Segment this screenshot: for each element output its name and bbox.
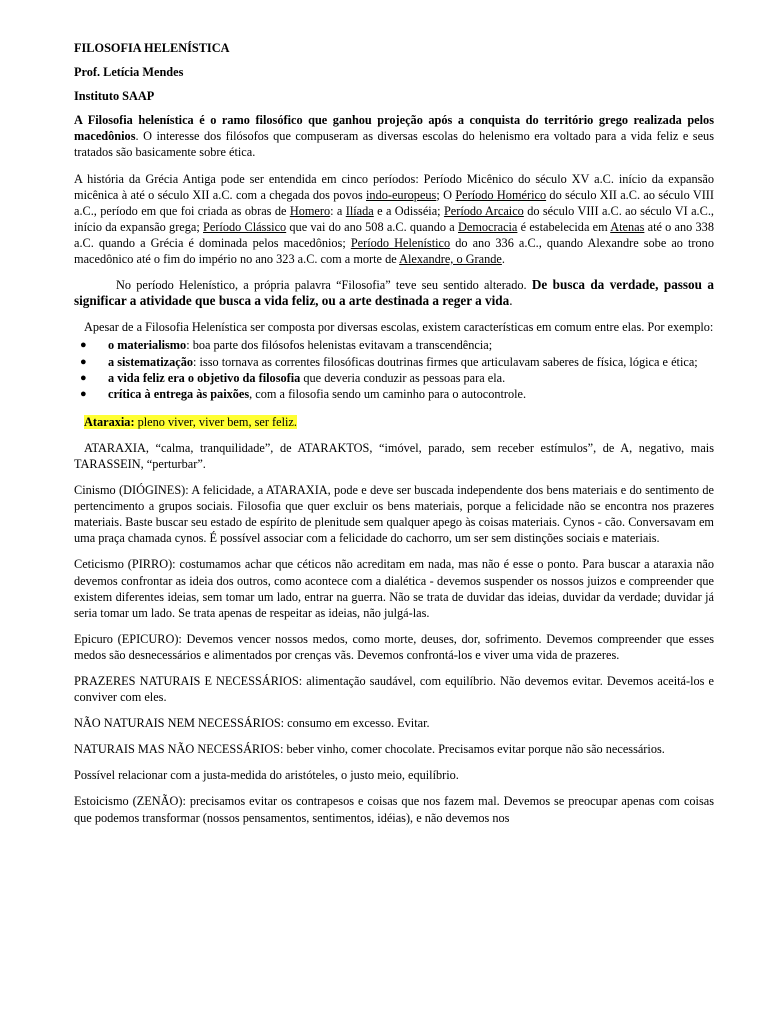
paragraph-text: . — [509, 293, 513, 309]
link-periodo-classico[interactable]: Período Clássico — [203, 219, 287, 234]
bullet-icon: ● — [80, 339, 87, 352]
list-item-text: que deveria conduzir as pessoas para ela. — [300, 370, 506, 385]
characteristics-list — [74, 337, 714, 401]
justa-medida-paragraph: Possível relacionar com a justa-medida do aristóteles, o justo meio, equilíbrio. — [74, 768, 459, 783]
link-periodo-homerico[interactable]: Período Homérico — [455, 187, 547, 202]
history-text: do século XII a.C. ao século VIII a.C., período em que foi criada as obras de — [74, 187, 714, 218]
intro-bold: A Filosofia helenística é o ramo filosófico que ganhou projeção após a conquista do território grego realizada pelos macedônios — [74, 113, 714, 144]
history-text: A história da Grécia Antiga pode ser entendida em cinco períodos: Período Micênico do século XV a.C. início da expansão micênica à até o século XII a.C. com a chegada dos povos — [74, 171, 714, 202]
history-text: . — [501, 252, 505, 267]
list-item-bold: a vida feliz era o objetivo da filosofia — [108, 370, 301, 385]
naturais-nao-necessarios-paragraph: NATURAIS MAS NÃO NECESSÁRIOS: beber vinho, comer chocolate. Precisamos evitar porque não são necessários. — [74, 742, 665, 757]
history-text: : a — [330, 203, 346, 218]
list-item — [74, 386, 714, 402]
bullet-icon: ● — [80, 371, 87, 384]
link-homero[interactable]: Homero — [289, 203, 331, 218]
document-page — [74, 40, 714, 836]
ataraxia-label: Ataraxia: — [84, 414, 135, 429]
institute-name: Instituto SAAP — [74, 89, 155, 104]
list-item-bold: crítica à entrega às paixões — [108, 386, 250, 401]
link-democracia[interactable]: Democracia — [458, 219, 518, 234]
history-text: ; O — [436, 187, 456, 202]
intro-paragraph — [74, 112, 714, 160]
list-item-text: , com a filosofia sendo um caminho para o autocontrole. — [249, 386, 527, 401]
history-text: é estabelecida em — [517, 219, 611, 234]
list-item-text: : isso tornava as correntes filosóficas doutrinas firmes que articulavam saberes de física, lógica e ética; — [193, 354, 698, 369]
ataraxia-definition: pleno viver, viver bem, ser feliz. — [134, 414, 297, 429]
estoicismo-paragraph: Estoicismo (ZENÃO): precisamos evitar os contrapesos e coisas que nos fazem mal. Devemos se preocupar apenas com coisas que podemos transformar (nossos pensamentos, sentimentos, idéias), e não devemos nos — [74, 794, 714, 825]
history-paragraph — [74, 171, 714, 268]
list-item — [74, 337, 714, 353]
paragraph-bold: De busca da verdade, passou a significar a atividade que busca a vida feliz, ou a arte destinada a reger a vida — [74, 277, 715, 309]
bullet-icon: ● — [80, 355, 87, 368]
document-title: FILOSOFIA HELENÍSTICA — [74, 41, 230, 55]
highlighted-text — [84, 415, 297, 429]
list-item — [74, 370, 714, 386]
characteristics-intro: Apesar de a Filosofia Helenística ser composta por diversas escolas, existem características em comum entre elas. Por exemplo: — [84, 320, 714, 335]
link-alexandre-o-grande[interactable]: Alexandre, o Grande — [399, 252, 502, 267]
list-item-bold: o materialismo — [108, 338, 187, 353]
history-text: até o ano 338 a.C. quando a Grécia é dominada pelos macedônios; — [74, 219, 714, 250]
link-iliada[interactable]: Ilíada — [345, 203, 374, 218]
bullet-icon: ● — [80, 387, 87, 400]
list-item — [74, 354, 714, 370]
history-text: que vai do ano 508 a.C. quando a — [286, 219, 458, 234]
ataraxia-heading — [74, 414, 714, 430]
nao-naturais-paragraph: NÃO NATURAIS NEM NECESSÁRIOS: consumo em excesso. Evitar. — [74, 716, 430, 731]
cinismo-paragraph: Cinismo (DIÓGINES): A felicidade, a ATARAXIA, pode e deve ser buscada independente dos bens materiais e do sentimento de pertencimento a grupos sociais. Filosofia que quer excluir os bens materiais, porque a felicidade não se encontra nos prazeres materiais. Baste buscar seu estado de espírito de plenitude sem qualquer apego às coisas materiais. Cynos - cão. Conversavam em uma praça chamada cynos. É possível associar com a felicidade do cachorro, um ser sem distinções sociais e materiais. — [74, 483, 714, 546]
ataraxia-etymology: ATARAXIA, “calma, tranquilidade”, de ATARAKTOS, “imóvel, parado, sem receber estímulos”, de A, negativo, mais TARASSEIN, “perturbar”. — [74, 440, 714, 471]
paragraph-text: No período Helenístico, a própria palavra “Filosofia” teve seu sentido alterado. — [116, 278, 532, 293]
list-item-bold: a sistematização — [108, 354, 194, 369]
history-text: do ano 336 a.C., quando Alexandre sobe ao trono macedônico até o fim do império no ano 323 a.C. com a morte de — [74, 235, 714, 267]
prazeres-naturais-paragraph: PRAZERES NATURAIS E NECESSÁRIOS: alimentação saudável, com equilíbrio. Não devemos evitar. Devemos aceitá-los e conviver com eles. — [74, 674, 714, 705]
link-indo-europeus[interactable]: indo-europeus — [366, 187, 437, 202]
list-item-text: : boa parte dos filósofos helenistas evitavam a transcendência; — [186, 338, 493, 353]
history-text: e a Odisséia; — [373, 203, 444, 218]
epicuro-paragraph: Epicuro (EPICURO): Devemos vencer nossos medos, como morte, deuses, dor, sofrimento. Devemos compreender que esses medos são desnecessários e alimentados por crenças vãs. Devemos confrontá-los e viver uma vida de prazeres. — [74, 631, 714, 662]
professor-name: Prof. Letícia Mendes — [74, 65, 184, 80]
link-atenas[interactable]: Atenas — [610, 219, 645, 234]
ceticismo-paragraph: Ceticismo (PIRRO): costumamos achar que céticos não acreditam em nada, mas não é esse o ponto. Para buscar a ataraxia não devemos confrontar as ideia dos outros, como acontece com a dialética - devemos suspender os nossos juizos e compreender que existem diferentes ideias, sem tomar um lado, entrar na guerra. Não se trata de duvidar das ideias, duvidar da verdade; duvidar já seria tomar um lado. Se trata apenas de respeitar as ideias, não julgá-las. — [74, 557, 714, 620]
link-periodo-helenistico[interactable]: Período Helenístico — [350, 235, 451, 250]
link-periodo-arcaico[interactable]: Período Arcaico — [443, 203, 524, 218]
hellenistic-period-paragraph — [74, 277, 714, 309]
intro-text: . O interesse dos filósofos que compuseram as diversas escolas do helenismo era voltado para a vida feliz e seus tratados são basicamente sobre ética. — [74, 129, 714, 160]
history-text: do século VIII a.C. ao século VI a.C., início da expansão grega; — [74, 203, 714, 234]
